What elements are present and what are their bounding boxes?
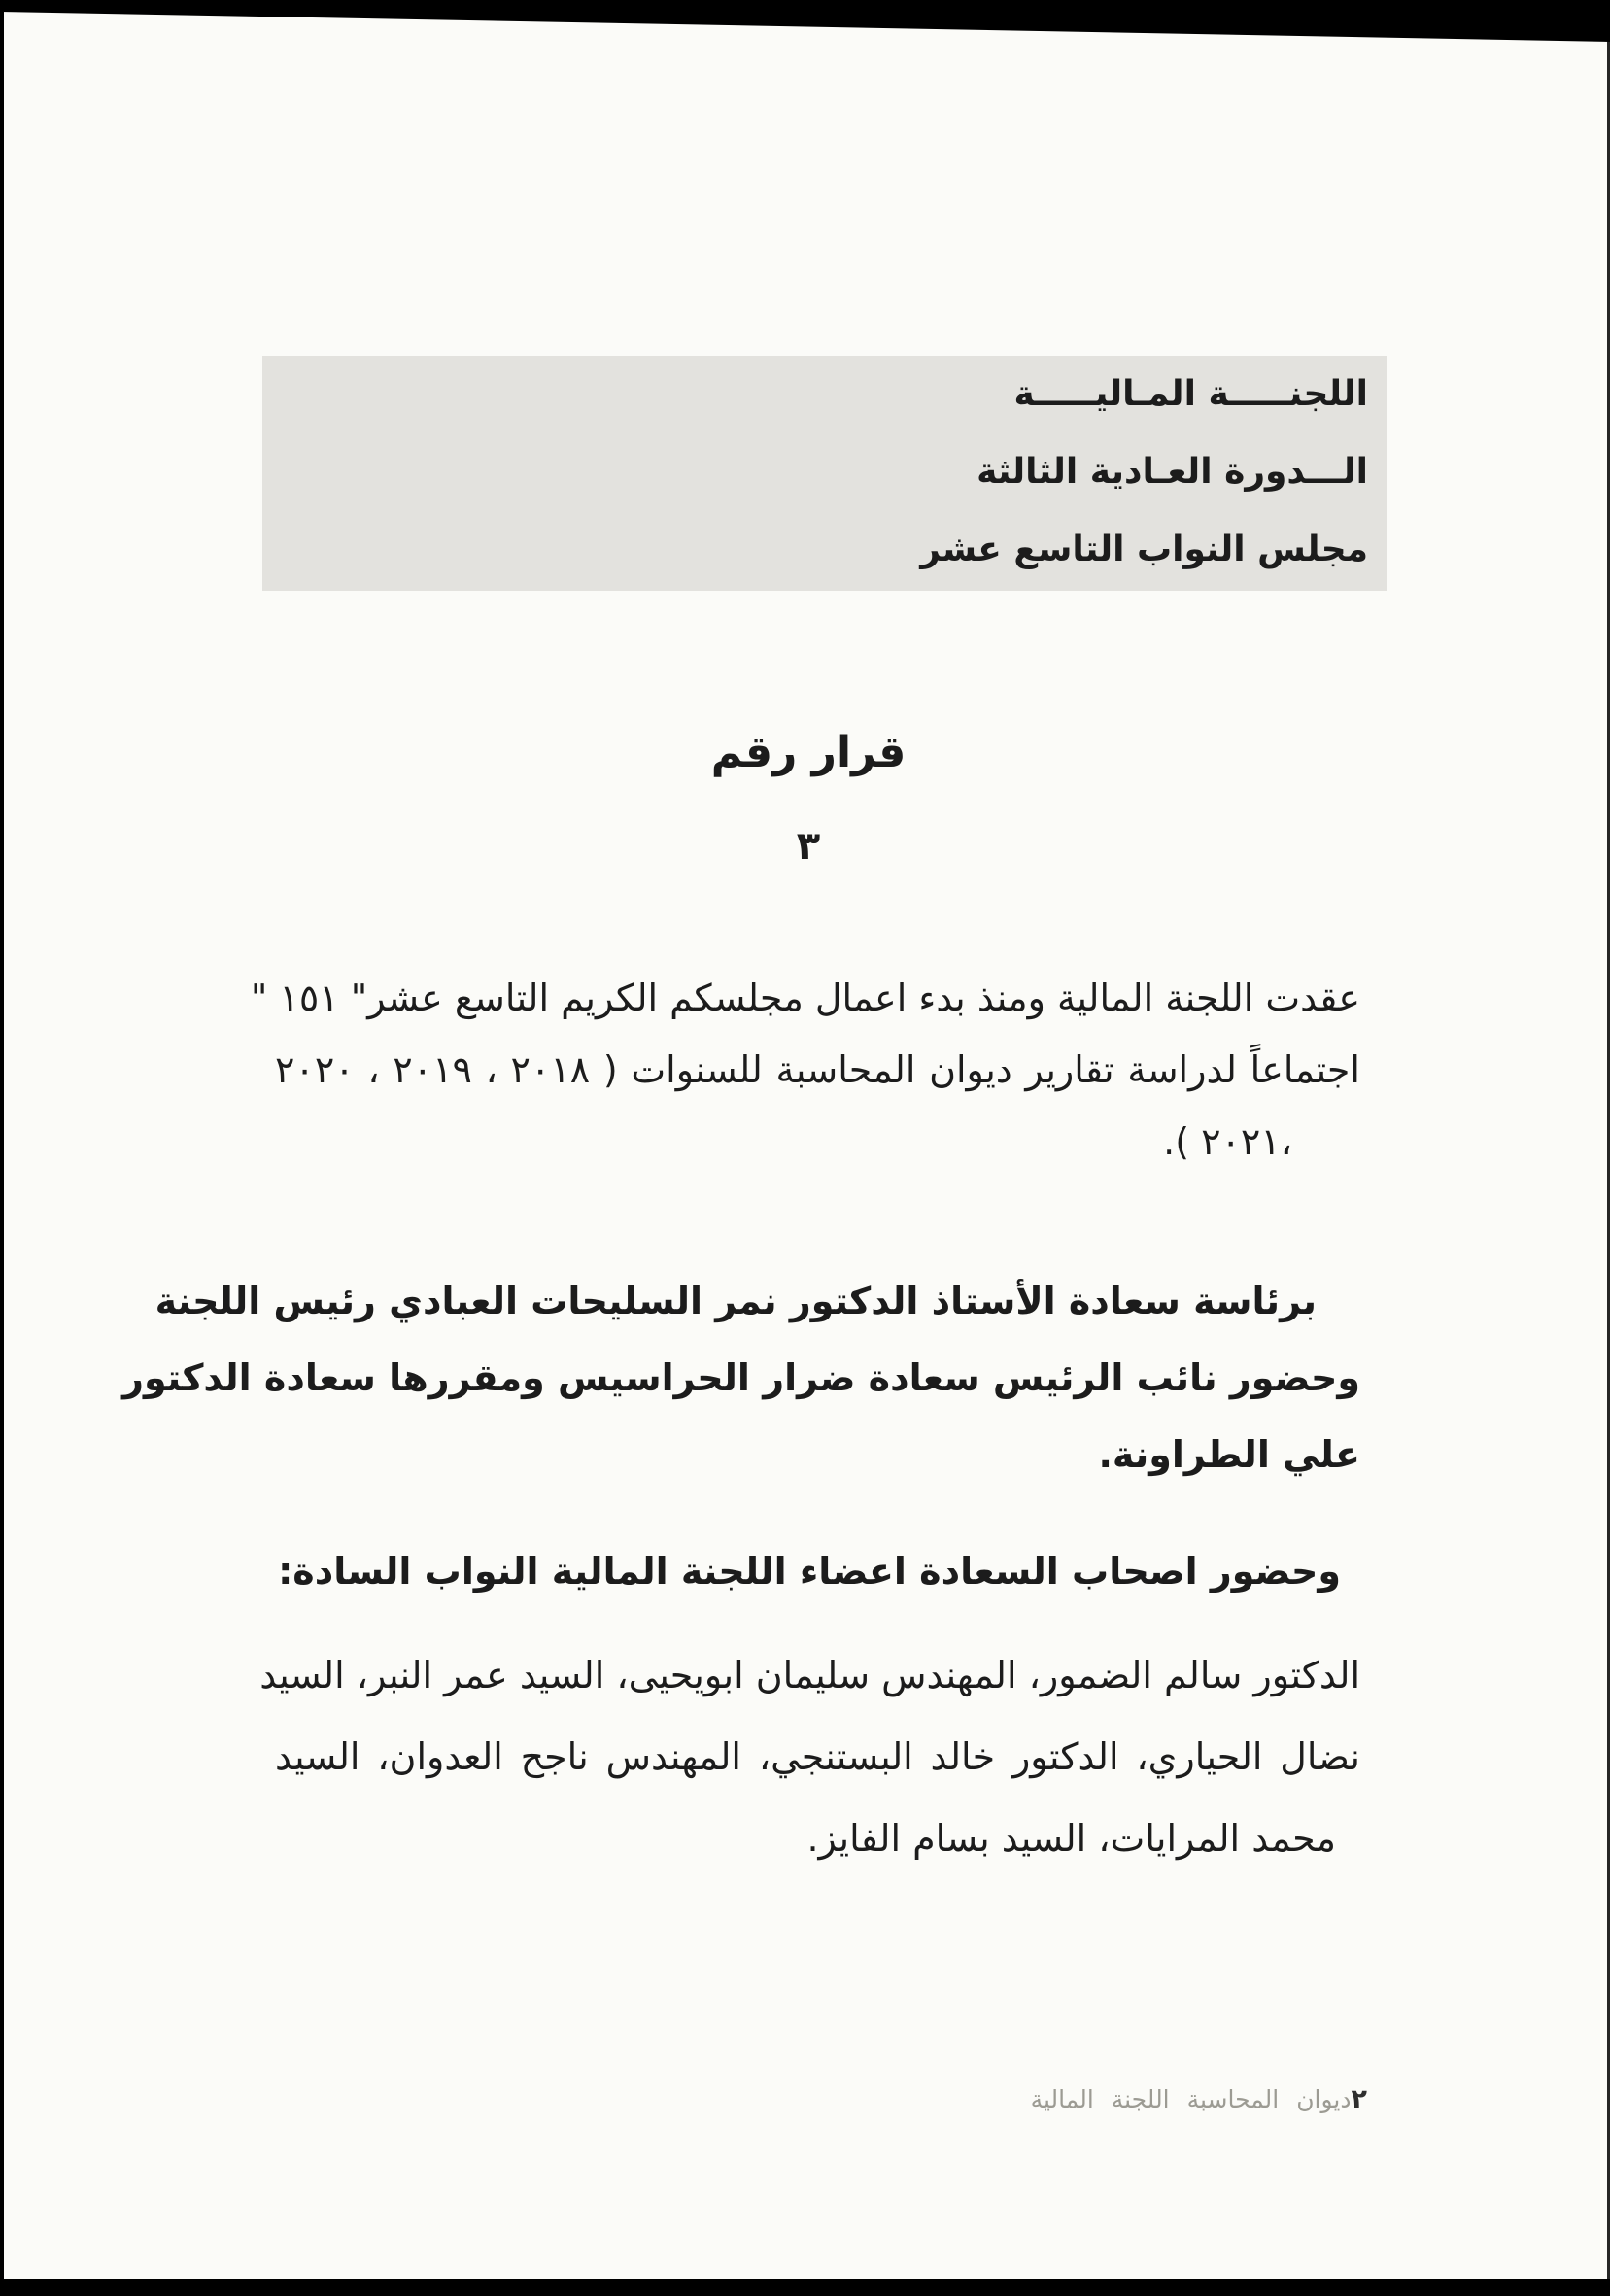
members-paragraph <box>259 1634 1360 1879</box>
intro-line: عقدت اللجنة المالية ومنذ بدء اعمال مجلسكم الكريم التاسع عشر" ١٥١ " <box>250 977 1360 1019</box>
committee-header-box <box>262 356 1387 591</box>
scan-edge-left <box>0 0 4 2296</box>
intro-paragraph <box>250 962 1360 1178</box>
members-heading-text: وحضور اصحاب السعادة اعضاء اللجنة المالية النواب السادة: <box>278 1550 1341 1593</box>
committee-name-line: اللجنـــــة المـاليـــــة <box>1013 374 1368 414</box>
chair-line: برئاسة سعادة الأستاذ الدكتور نمر السليحات العبادي رئيس اللجنة <box>154 1280 1317 1322</box>
chair-line: وحضور نائب الرئيس سعادة ضرار الحراسيس ومقررها سعادة الدكتور <box>122 1356 1360 1399</box>
page-footer <box>1031 2075 1367 2124</box>
intro-line: اجتماعاً لدراسة تقارير ديوان المحاسبة للسنوات ( ٢٠١٨ ، ٢٠١٩ ، ٢٠٢٠ <box>275 1048 1360 1091</box>
scan-edge-top <box>0 0 1610 42</box>
council-name-line: مجلس النواب التاسع عشر <box>920 530 1368 569</box>
session-name-line: الـــدورة العـادية الثالثة <box>976 452 1368 492</box>
decision-title: قرار رقم <box>710 728 907 777</box>
scan-edge-bottom <box>0 2279 1610 2296</box>
chairmanship-paragraph <box>122 1263 1360 1493</box>
footer-page-number: ٢ <box>1351 2084 1367 2114</box>
footer-title: ديوان المحاسبة اللجنة المالية <box>1030 2085 1352 2113</box>
members-heading <box>275 1533 1360 1610</box>
members-line: محمد المرايات، السيد بسام الفايز. <box>806 1817 1336 1860</box>
members-line: الدكتور سالم الضمور، المهندس سليمان ابويحيى، السيد عمر النبر، السيد <box>259 1654 1360 1696</box>
intro-line: ،٢٠٢١ ). <box>1163 1120 1292 1163</box>
chair-line: علي الطراونة. <box>1098 1433 1360 1476</box>
members-line: نضال الحياري، الدكتور خالد البستنجي، المهندس ناجح العدوان، السيد <box>275 1735 1360 1778</box>
decision-number: ٣ <box>796 824 821 869</box>
